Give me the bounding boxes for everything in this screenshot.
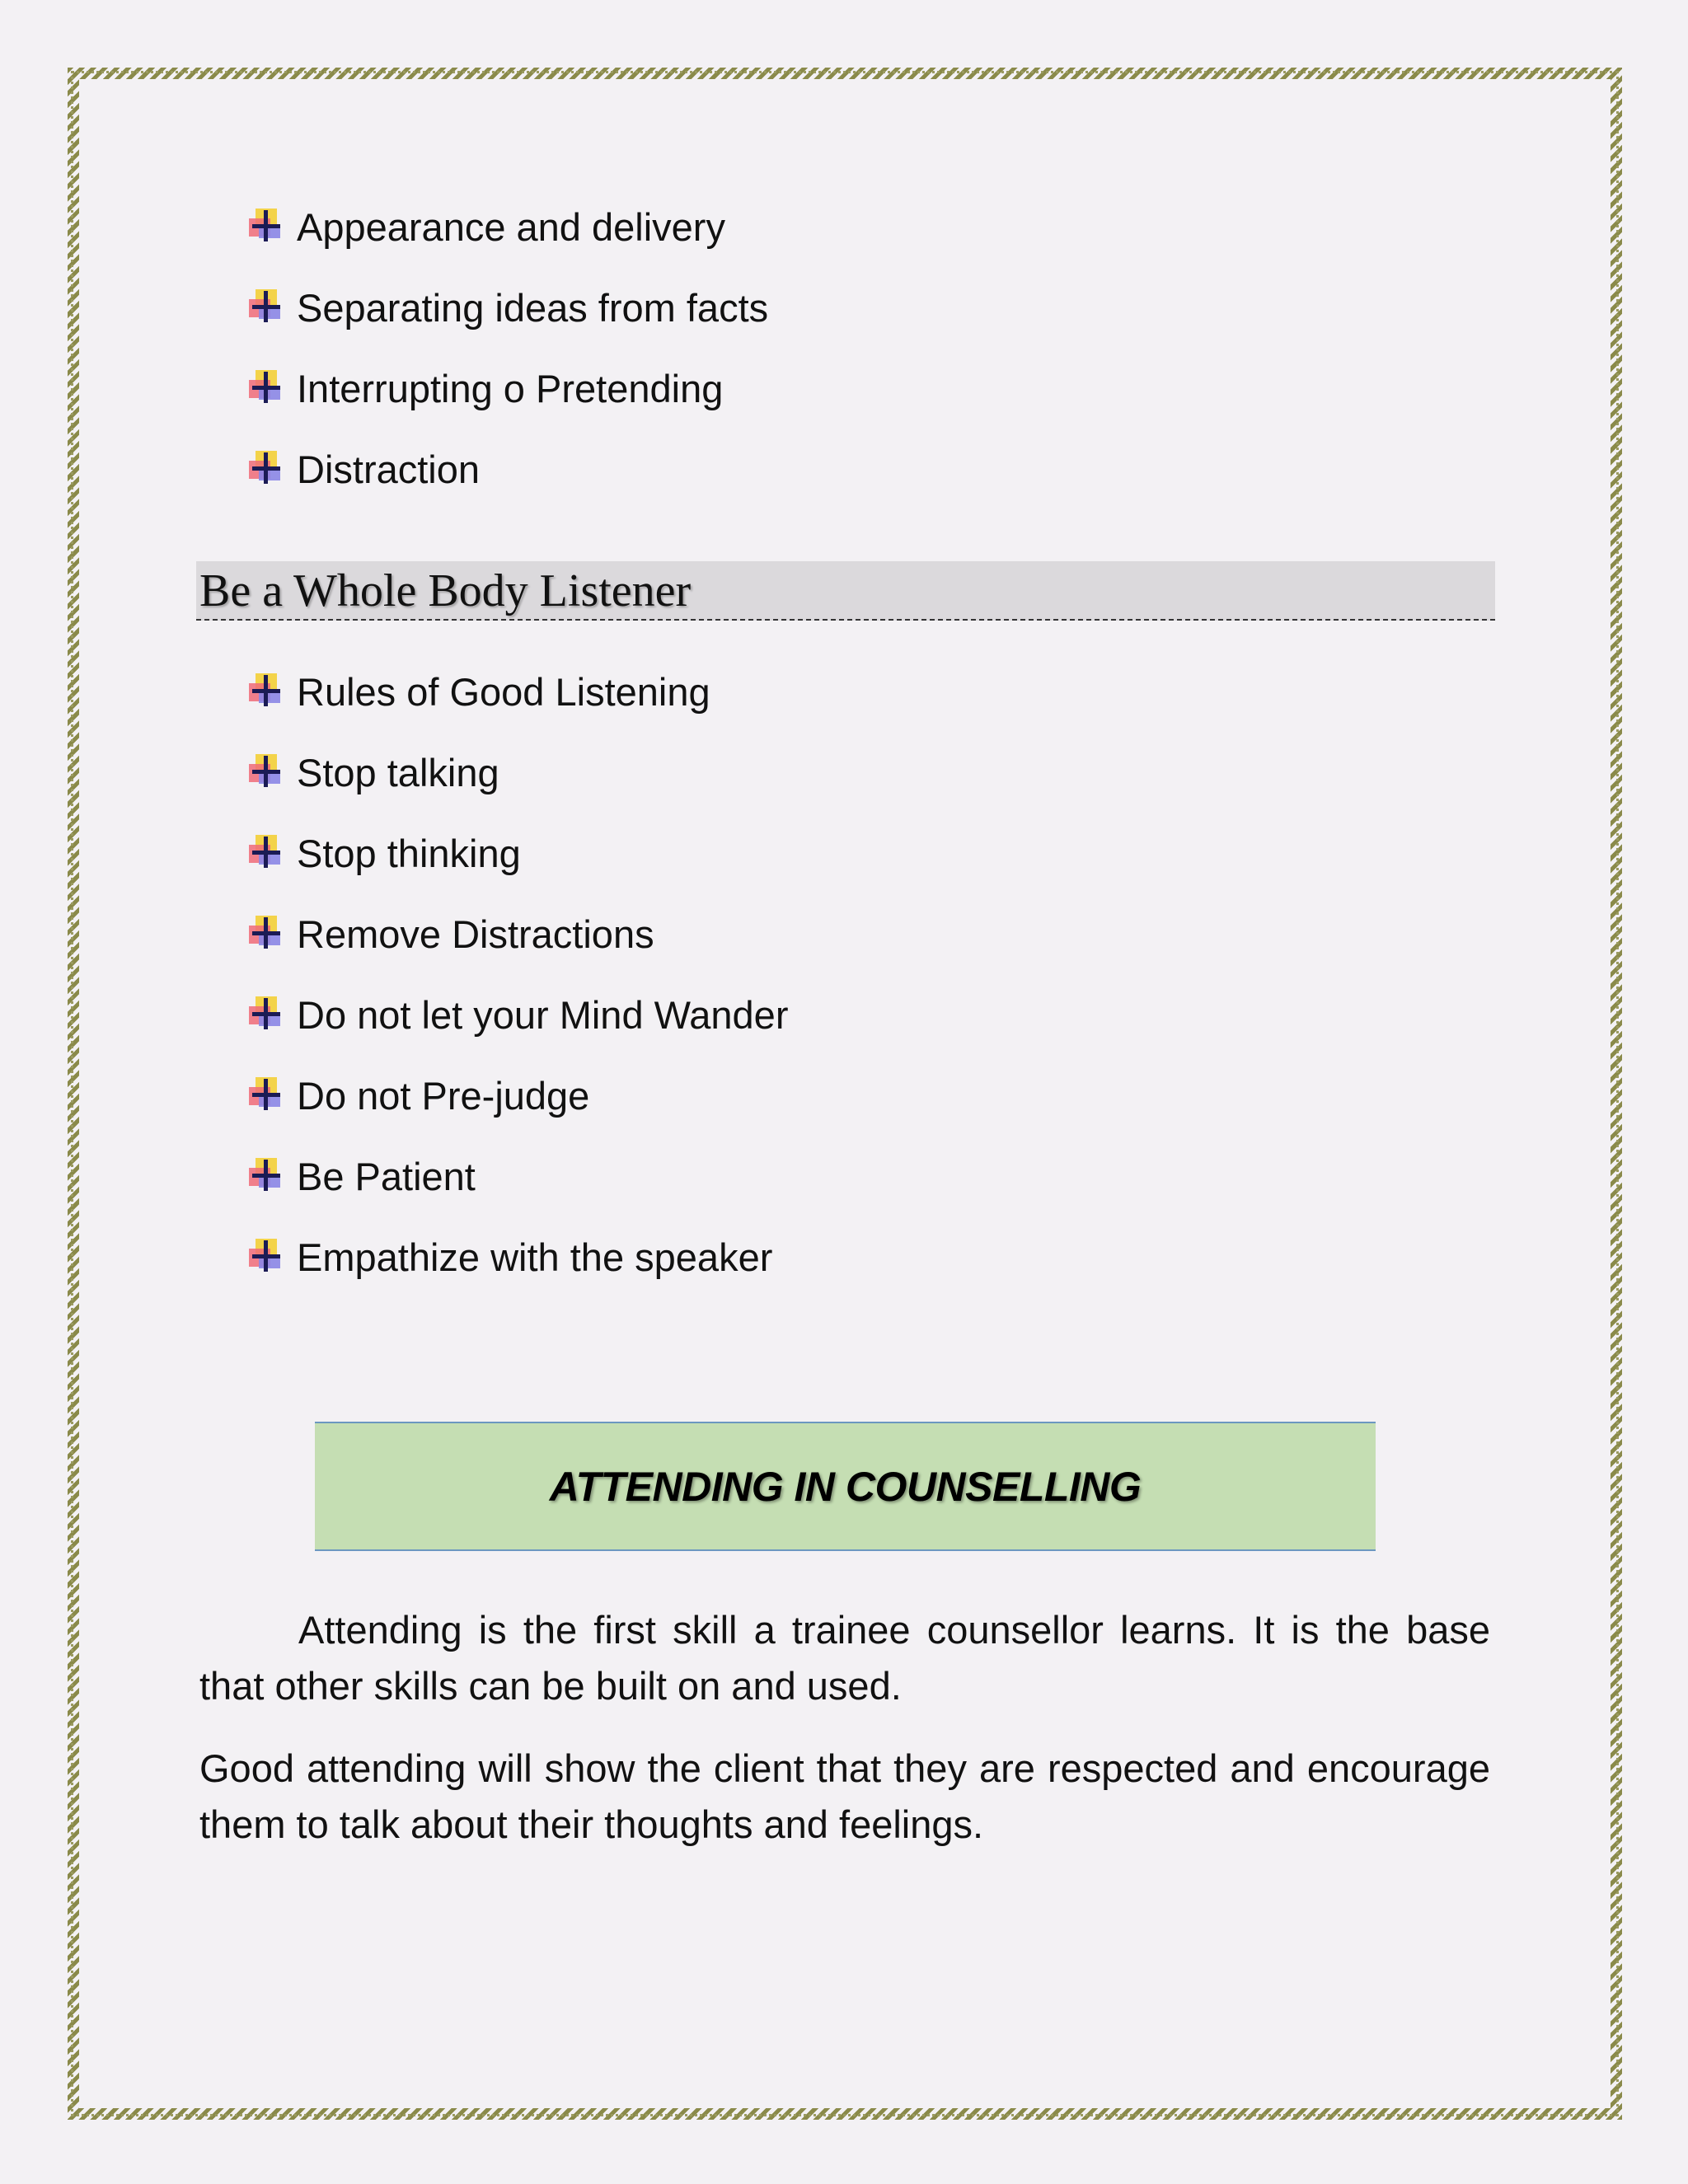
list-item [247,732,788,813]
list-item [247,186,768,267]
bullet-list-top [247,186,768,509]
cross-bullet-icon [247,1076,287,1115]
list-item [247,1055,788,1136]
banner-title: ATTENDING IN COUNSELLING [549,1463,1142,1510]
list-item-label: Distraction [297,447,481,491]
cross-bullet-icon [247,672,287,711]
cross-bullet-icon [247,288,287,327]
cross-bullet-icon [247,368,287,408]
list-item [247,893,788,974]
list-item-label: Stop talking [297,750,499,794]
list-item [247,974,788,1055]
list-item-label: Empathize with the speaker [297,1235,773,1279]
list-item [247,348,768,429]
list-item-label: Rules of Good Listening [297,669,710,714]
list-item [247,1136,788,1216]
list-item-label: Interrupting o Pretending [297,366,724,410]
cross-bullet-icon [247,449,287,489]
cross-bullet-icon [247,995,287,1034]
list-item-label: Do not let your Mind Wander [297,992,789,1037]
cross-bullet-icon [247,752,287,792]
cross-bullet-icon [247,914,287,954]
list-item [247,267,768,348]
list-item-label: Stop thinking [297,831,521,875]
bullet-list-rules [247,651,788,1297]
cross-bullet-icon [247,207,287,246]
list-item-label: Do not Pre-judge [297,1073,590,1118]
list-item [247,813,788,893]
section-banner [315,1422,1376,1551]
body-paragraph: Good attending will show the client that they are respected and encourage them to talk about their thoughts and feelings. [199,1746,1490,1846]
list-item-label: Separating ideas from facts [297,285,769,330]
cross-bullet-icon [247,833,287,873]
list-item-label: Be Patient [297,1154,476,1198]
list-item [247,429,768,509]
section-heading: Be a Whole Body Listener [196,561,1495,621]
list-item [247,651,788,732]
cross-bullet-icon [247,1237,287,1277]
list-item-label: Remove Distractions [297,912,654,956]
body-paragraph: Attending is the first skill a trainee counsellor learns. It is the base that other skills can be built on and used. [199,1608,1490,1708]
list-item [247,1216,788,1297]
list-item-label: Appearance and delivery [297,204,725,249]
cross-bullet-icon [247,1156,287,1196]
